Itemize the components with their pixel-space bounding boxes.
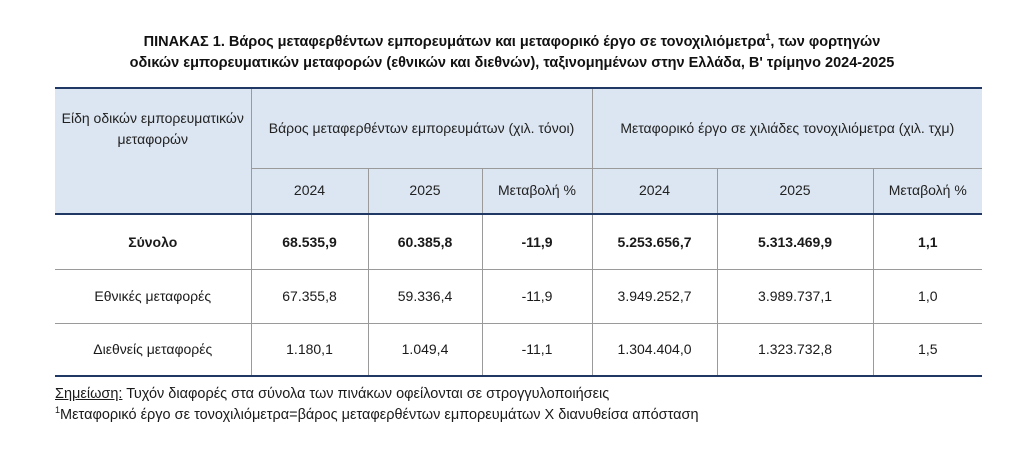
row-header-cell: Είδη οδικών εμπορευματικών μεταφορών <box>55 88 251 168</box>
table-row-national <box>55 269 982 323</box>
sub-header-cell: 2024 <box>251 168 368 214</box>
footnote-line <box>55 405 699 426</box>
header-row-sub <box>55 168 982 214</box>
table-cell: 5.313.469,9 <box>717 214 873 269</box>
table-cell: 3.989.737,1 <box>717 269 873 323</box>
table-cell: 60.385,8 <box>368 214 482 269</box>
table-cell: -11,9 <box>482 269 592 323</box>
row-label: Σύνολο <box>55 214 251 269</box>
title-line-1-text: ΠΙΝΑΚΑΣ 1. Βάρος μεταφερθέντων εμπορευμάτων και μεταφορικό έργο σε τονοχιλιόμετρα <box>143 34 766 50</box>
title-line-2: οδικών εμπορευματικών μεταφορών (εθνικών και διεθνών), ταξινομημένων στην Ελλάδα, Β' τρίμηνο 2024-2025 <box>129 55 895 71</box>
table-cell: 1.180,1 <box>251 323 368 376</box>
footnote-marker: 1 <box>55 405 61 416</box>
sub-header-cell: Μεταβολή % <box>482 168 592 214</box>
row-header-cell-cont <box>55 168 251 214</box>
table-cell: 59.336,4 <box>368 269 482 323</box>
table-cell: 67.355,8 <box>251 269 368 323</box>
table-cell: 1,0 <box>873 269 982 323</box>
sub-header-cell: Μεταβολή % <box>873 168 982 214</box>
table-cell: 1.323.732,8 <box>717 323 873 376</box>
title-footnote-marker: 1 <box>765 32 771 43</box>
group-header-tonne-km: Μεταφορικό έργο σε χιλιάδες τονοχιλιόμετρα (χιλ. τχμ) <box>592 88 982 168</box>
table-title <box>40 32 984 74</box>
title-line-1-end: , των φορτηγών <box>770 34 881 50</box>
table-cell: 3.949.252,7 <box>592 269 717 323</box>
table-cell: -11,9 <box>482 214 592 269</box>
table-cell: 1,1 <box>873 214 982 269</box>
data-table <box>55 87 982 377</box>
header-row-groups <box>55 88 982 168</box>
table-cell: 68.535,9 <box>251 214 368 269</box>
note-line <box>55 384 699 405</box>
table-cell: 1.049,4 <box>368 323 482 376</box>
row-label: Διεθνείς μεταφορές <box>55 323 251 376</box>
title-line-1 <box>40 32 984 53</box>
table-cell: 1.304.404,0 <box>592 323 717 376</box>
table-notes <box>55 384 699 426</box>
sub-header-cell: 2025 <box>717 168 873 214</box>
table-cell: 5.253.656,7 <box>592 214 717 269</box>
sub-header-cell: 2025 <box>368 168 482 214</box>
group-header-weight: Βάρος μεταφερθέντων εμπορευμάτων (χιλ. τόνοι) <box>251 88 592 168</box>
row-label: Εθνικές μεταφορές <box>55 269 251 323</box>
table-row-international <box>55 323 982 376</box>
table-cell: -11,1 <box>482 323 592 376</box>
table-cell: 1,5 <box>873 323 982 376</box>
sub-header-cell: 2024 <box>592 168 717 214</box>
table-row-total <box>55 214 982 269</box>
note-text: Τυχόν διαφορές στα σύνολα των πινάκων οφείλονται σε στρογγυλοποιήσεις <box>122 386 610 402</box>
footnote-text: Μεταφορικό έργο σε τονοχιλιόμετρα=βάρος μεταφερθέντων εμπορευμάτων Χ διανυθείσα απόσταση <box>60 407 699 423</box>
note-label: Σημείωση: <box>55 386 123 402</box>
